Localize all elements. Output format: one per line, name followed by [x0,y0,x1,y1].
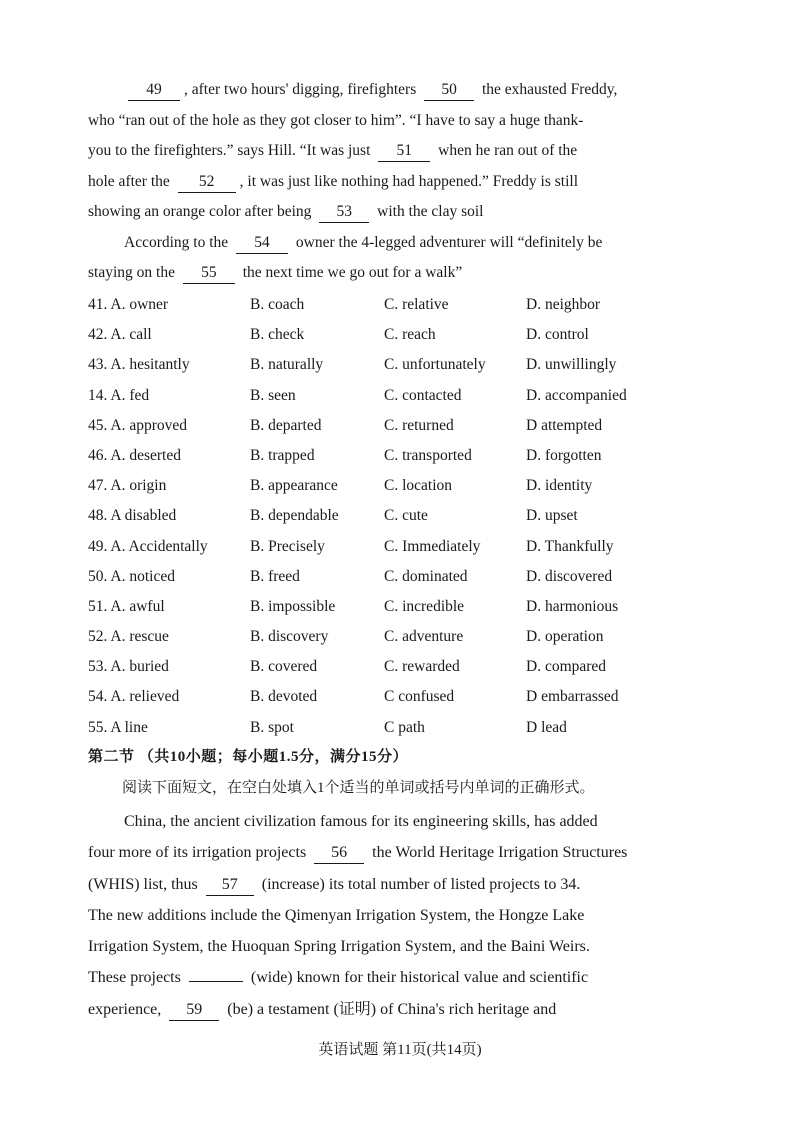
option-d: D. harmonious [526,597,619,615]
section-2-heading: 第二节 （共10小题；每小题1.5分，满分15分） [88,749,409,765]
blank-54: 54 [236,233,288,254]
option-b: B. seen [250,386,296,404]
option-c: C confused [384,688,455,706]
text: with the clay soil [377,203,484,220]
option-c: C. contacted [384,386,462,404]
option-a: 53. A. buried [88,658,169,676]
option-b: B. check [250,326,305,344]
passage-2-line-1: China, the ancient civilization famous for its engineering skills, has added [124,813,598,830]
option-a: 48. A disabled [88,507,177,525]
blank-55: 55 [183,263,235,284]
option-c: C. adventure [384,628,464,646]
passage-1-line-7 [88,258,708,289]
text: when he ran out of the [438,142,578,159]
option-d: D. discovered [526,567,613,585]
blank-49: 49 [128,80,180,101]
text: (WHIS) list, thus [88,875,198,893]
option-b: B. trapped [250,446,315,464]
option-a: 51. A. awful [88,597,165,615]
option-a: 45. A. approved [88,416,188,434]
option-a: 52. A. rescue [88,628,169,646]
option-b: B. freed [250,567,300,585]
option-b: B. departed [250,416,322,434]
passage-1 [88,75,708,289]
option-c: C. relative [384,296,449,313]
option-b: B. covered [250,658,318,676]
blank-52: 52 [178,172,236,193]
text: experience, [88,1000,162,1018]
option-d: D. control [526,326,589,344]
text: the next time we go out for a walk” [242,264,463,281]
text: These projects [88,969,181,987]
text: the exhausted Freddy, [481,81,618,98]
option-d: D. neighbor [526,296,601,313]
option-b: B. naturally [250,356,324,374]
option-b: B. spot [250,718,294,736]
passage-1-line-2: who “ran out of the hole as they got closer to him”. “I have to say a huge thank- [88,111,584,129]
option-row-49 [88,532,728,562]
option-c: C. location [384,477,453,495]
option-d: D embarrassed [526,688,619,706]
passage-1-line-1 [88,75,708,106]
option-d: D. operation [526,628,604,646]
text: (wide) known for their historical value and scientific [250,969,589,987]
option-d: D. forgotten [526,446,602,464]
option-d: D. unwillingly [526,356,617,374]
option-row-54 [88,682,728,712]
option-a: 41. A. owner [88,296,169,313]
option-row-46 [88,441,728,471]
section-2-instruction: 阅读下面短文，在空白处填入1个适当的单词或括号内单词的正确形式。 [122,780,595,796]
option-c: C. dominated [384,567,468,585]
option-c: C. transported [384,446,472,464]
passage-2-line-7 [88,994,708,1025]
option-c: C. rewarded [384,658,460,676]
option-b: B. appearance [250,477,338,495]
option-a: 42. A. call [88,326,152,344]
option-d: D attempted [526,416,603,434]
passage-2-line-2 [88,837,708,868]
blank-57: 57 [206,875,254,896]
option-d: D. upset [526,507,578,525]
text: (increase) its total number of listed projects to 34. [261,875,581,893]
option-row-42 [88,320,728,350]
text: the World Heritage Irrigation Structures [372,844,628,862]
passage-2-line-5: Irrigation System, the Huoquan Spring Irrigation System, and the Baini Weirs. [88,938,590,956]
option-b: B. discovery [250,628,329,646]
option-d: D. accompanied [526,386,627,404]
answer-options [88,290,728,743]
blank-56: 56 [314,843,364,864]
option-a: 43. A. hesitantly [88,356,190,374]
option-c: C. returned [384,416,454,434]
option-row-51 [88,592,728,622]
option-c: C. Immediately [384,537,481,555]
option-a: 47. A. origin [88,477,167,495]
text: owner the 4-legged adventurer will “definitely be [295,233,603,251]
passage-1-line-3 [88,136,708,167]
option-b: B. dependable [250,507,339,525]
option-row-53 [88,652,728,682]
blank-53: 53 [319,202,369,223]
option-row-45 [88,411,728,441]
option-c: C path [384,718,425,736]
passage-1-line-6 [88,228,708,259]
blank-51: 51 [378,141,430,162]
option-d: D. identity [526,477,593,495]
passage-2-line-4: The new additions include the Qimenyan Irrigation System, the Hongze Lake [88,906,585,924]
option-c: C. cute [384,507,428,525]
option-row-52 [88,622,728,652]
option-a: 49. A. Accidentally [88,537,208,555]
blank-59: 59 [169,1000,219,1021]
passage-1-line-5 [88,197,708,228]
option-c: C. reach [384,326,436,344]
option-b: B. impossible [250,597,336,615]
option-a: 50. A. noticed [88,567,175,585]
option-d: D lead [526,718,567,736]
option-a: 55. A line [88,718,148,736]
passage-2-line-3 [88,869,708,900]
option-d: D. compared [526,658,607,676]
option-c: C. incredible [384,597,465,615]
option-b: B. coach [250,296,305,313]
passage-2-line-6 [88,962,708,993]
option-row-41 [88,290,728,320]
option-a: 14. A. fed [88,386,150,404]
option-row-55 [88,713,728,743]
option-b: B. Precisely [250,537,325,555]
option-row-44 [88,381,728,411]
text: staying on the [88,264,175,281]
option-row-48 [88,501,728,531]
page-footer: 英语试题 第11页(共14页) [318,1042,482,1058]
option-row-50 [88,562,728,592]
option-a: 46. A. deserted [88,446,181,464]
passage-1-line-4 [88,167,708,198]
text: showing an orange color after being [88,203,312,220]
option-row-43 [88,350,728,380]
text: hole after the [88,172,170,190]
blank-58 [189,981,243,982]
option-d: D. Thankfully [526,537,614,555]
text: According to the [124,233,229,251]
passage-2 [88,806,708,1025]
text: you to the firefighters.” says Hill. “It was just [88,142,371,159]
text: (be) a testament (证明) of China's rich heritage and [227,1000,557,1018]
blank-50: 50 [424,80,474,101]
text: , after two hours' digging, firefighters [184,81,417,98]
text: four more of its irrigation projects [88,844,307,862]
text: , it was just like nothing had happened.” Freddy is still [239,172,579,190]
option-row-47 [88,471,728,501]
option-c: C. unfortunately [384,356,486,374]
option-a: 54. A. relieved [88,688,180,706]
option-b: B. devoted [250,688,318,706]
